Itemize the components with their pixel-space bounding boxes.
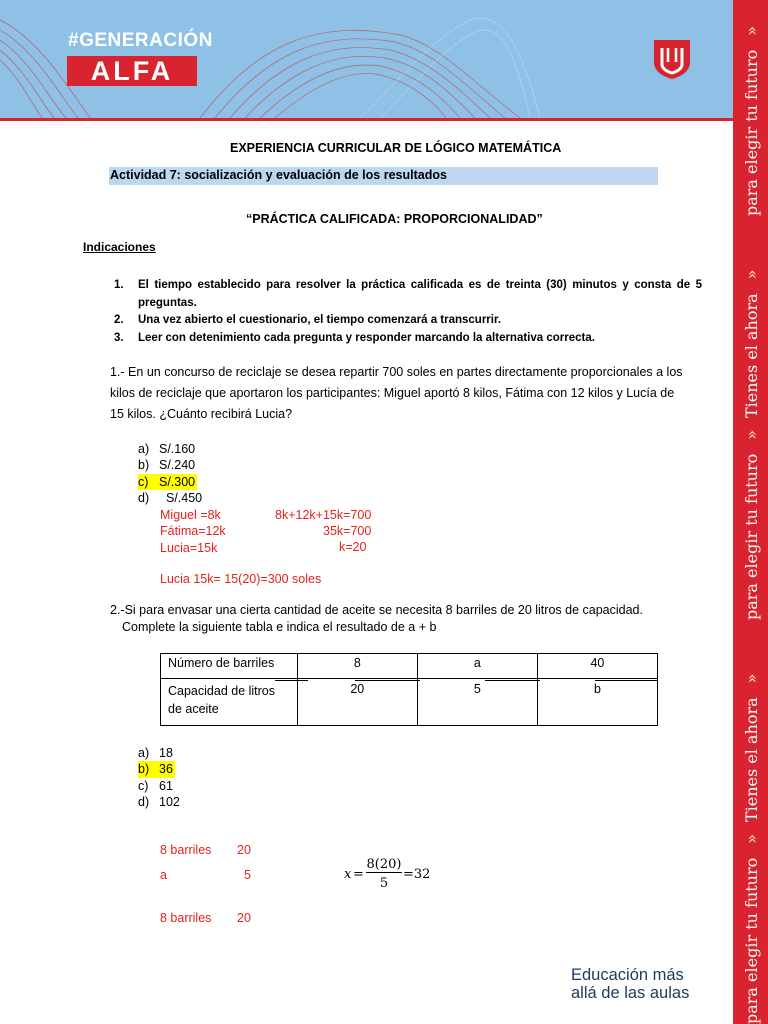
side-chevron-icon: » <box>742 429 761 440</box>
table-cell: b <box>537 679 657 726</box>
side-slogan: para elegir tu futuro <box>742 49 761 216</box>
side-slogan: para elegir tu futuro <box>742 857 761 1024</box>
brand-logo-box: ALFA <box>67 56 197 86</box>
question-1-options <box>138 441 202 506</box>
activity-title: Actividad 7: socialización y evaluación de los resultados <box>110 168 447 182</box>
side-slogan: Tienes el ahora <box>742 697 761 822</box>
table-row-label: Número de barriles <box>161 654 298 679</box>
option-a[interactable]: a) S/.160 <box>138 442 196 456</box>
q2-work-row: 8 barriles 20 <box>160 843 251 857</box>
university-shield-icon <box>652 38 692 80</box>
question-2-text: 2.-Si para envasar una cierta cantidad de aceite se necesita 8 barriles de 20 litros de capacidad. Complete la siguiente tabla e indica el resultado de a + b <box>110 603 643 634</box>
option-d[interactable]: d) 102 <box>138 794 180 809</box>
table-cell: a <box>417 654 537 679</box>
footer-slogan: Educación más allá de las aulas <box>571 966 690 1002</box>
side-chevron-icon: » <box>742 833 761 844</box>
table-cell: 20 <box>297 679 417 726</box>
indications-heading: Indicaciones <box>83 240 156 254</box>
q2-work-row: a 5 <box>160 868 251 882</box>
brand-hashtag: #GENERACIÓN <box>68 30 213 51</box>
option-b[interactable]: b) S/.240 <box>138 458 196 473</box>
question-1-work: Miguel =8k Fátima=12k Lucia=15k <box>160 508 226 555</box>
side-slogan: para elegir tu futuro <box>742 453 761 620</box>
page-title: EXPERIENCIA CURRICULAR DE LÓGICO MATEMÁTICA <box>230 141 562 155</box>
q1-work-result: Lucia 15k= 15(20)=300 soles <box>160 572 322 586</box>
side-chevron-icon: » <box>742 25 761 36</box>
option-d[interactable]: d) S/.450 <box>138 490 203 505</box>
q1-work-equation-1: 8k+12k+15k=700 <box>275 508 372 522</box>
q1-work-equation-2: 35k=700 <box>323 524 372 538</box>
side-slogan: Tienes el ahora <box>742 293 761 418</box>
list-item: 3. Leer con detenimiento cada pregunta y responder marcando la alternativa correcta. <box>114 331 595 344</box>
question-2-options <box>138 745 180 810</box>
table-cell: 8 <box>297 654 417 679</box>
option-c-correct[interactable]: c) S/.300 <box>138 474 196 489</box>
side-band <box>733 0 768 1024</box>
q2-work-row: 8 barriles 20 <box>160 911 251 925</box>
header-divider <box>0 118 733 121</box>
list-item: 1. El tiempo establecido para resolver la práctica calificada es de treinta (30) minutos y consta de 5 preguntas. <box>114 279 702 309</box>
q1-work-equation-3: k=20 <box>339 540 367 554</box>
side-arrow-icon: » <box>742 673 761 684</box>
activity-bar <box>109 167 658 185</box>
list-item: 2. Una vez abierto el cuestionario, el tiempo comenzará a transcurrir. <box>114 314 502 326</box>
table-row-label: Capacidad de litros de aceite <box>161 679 298 726</box>
option-b-correct[interactable]: b) 36 <box>138 762 173 777</box>
table-cell: 5 <box>417 679 537 726</box>
side-arrow-icon: » <box>742 269 761 280</box>
question-1-text: 1.- En un concurso de reciclaje se desea repartir 700 soles en partes directamente proporcionales a los kilos de reciclaje que aportaron los participantes: Miguel aportó 8 kilos, Fátima con 12 kilos y Lucía de 15 kilos. ¿Cuánto recibirá Lucia? <box>110 365 683 421</box>
practice-subtitle: “PRÁCTICA CALIFICADA: PROPORCIONALIDAD” <box>246 212 543 226</box>
option-c[interactable]: c) 61 <box>138 778 173 793</box>
table-fraction-lines <box>160 653 660 728</box>
indications-list <box>114 277 702 347</box>
option-a[interactable]: a) 18 <box>138 746 173 760</box>
table-cell: 40 <box>537 654 657 679</box>
